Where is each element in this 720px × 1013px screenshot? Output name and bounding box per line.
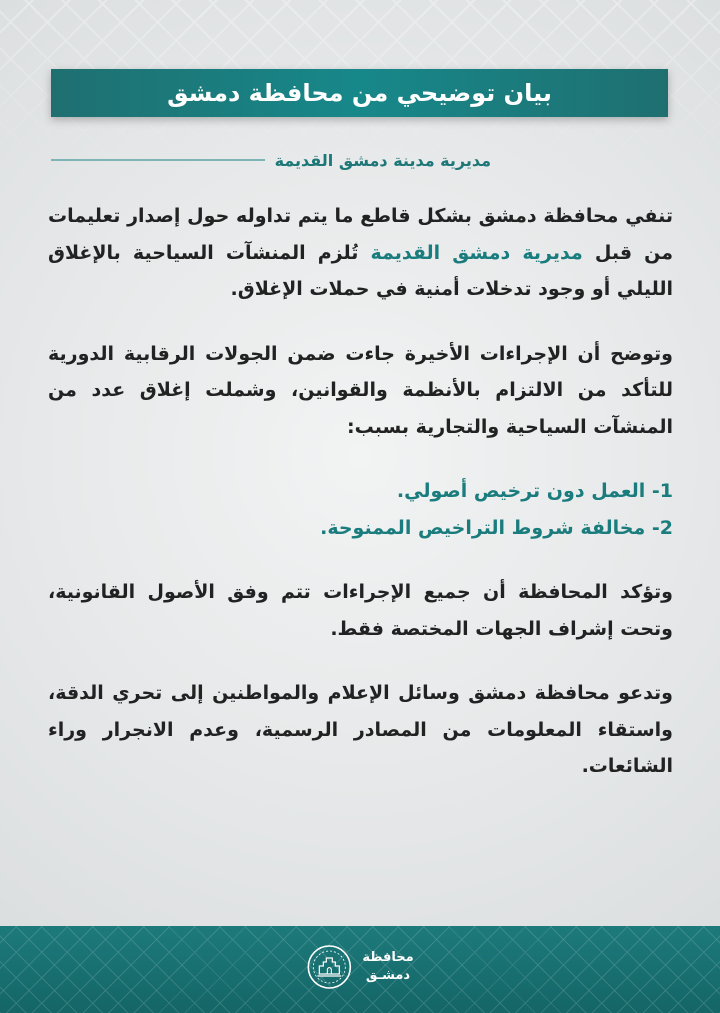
statement-body — [48, 198, 673, 813]
reason-item: 1- العمل دون ترخيص أصولي. — [396, 480, 673, 502]
page-title: بيان توضيحي من محافظة دمشق — [167, 79, 552, 107]
governorate-name-line2: دمشـق — [365, 968, 411, 983]
footer-logo — [306, 944, 413, 990]
subtitle-divider — [51, 159, 265, 161]
title-banner — [51, 69, 668, 117]
paragraph-appeal: وتدعو محافظة دمشق وسائل الإعلام والمواطنين إلى تحري الدقة، واستقاء المعلومات من المصادر الرسمية، وعدم الانجرار وراء الشائعات. — [48, 682, 673, 777]
footer-band — [0, 926, 720, 1013]
paragraph-denial-text-b: تُلزم المنشآت السياحية بالإغلاق الليلي أو وجود تدخلات أمنية في حملات الإغلاق. — [48, 241, 673, 300]
governorate-name — [362, 949, 413, 985]
reasons-list — [48, 473, 673, 546]
paragraph-denial — [48, 198, 673, 308]
department-subtitle: مديرية مدينة دمشق القديمة — [274, 150, 491, 170]
paragraph-clarification: وتوضح أن الإجراءات الأخيرة جاءت ضمن الجولات الرقابية الدورية للتأكد من الالتزام بالأنظمة والقوانين، وشملت إغلاق عدد من المنشآت السياحية والتجارية بسبب: — [48, 342, 673, 438]
paragraph-denial-text-a: تنفي محافظة دمشق بشكل قاطع ما يتم تداوله حول إصدار تعليمات من قبل — [48, 205, 674, 264]
highlighted-directorate: مديرية دمشق القديمة — [370, 241, 583, 264]
reason-item: 2- مخالفة شروط التراخيص الممنوحة. — [320, 516, 673, 539]
subtitle-row — [51, 146, 491, 174]
damascus-emblem-icon — [306, 944, 352, 990]
paragraph-confirmation: وتؤكد المحافظة أن جميع الإجراءات تتم وفق الأصول القانونية، وتحت إشراف الجهات المختصة فقط. — [48, 581, 673, 640]
governorate-name-line1: محافظة — [362, 950, 414, 965]
